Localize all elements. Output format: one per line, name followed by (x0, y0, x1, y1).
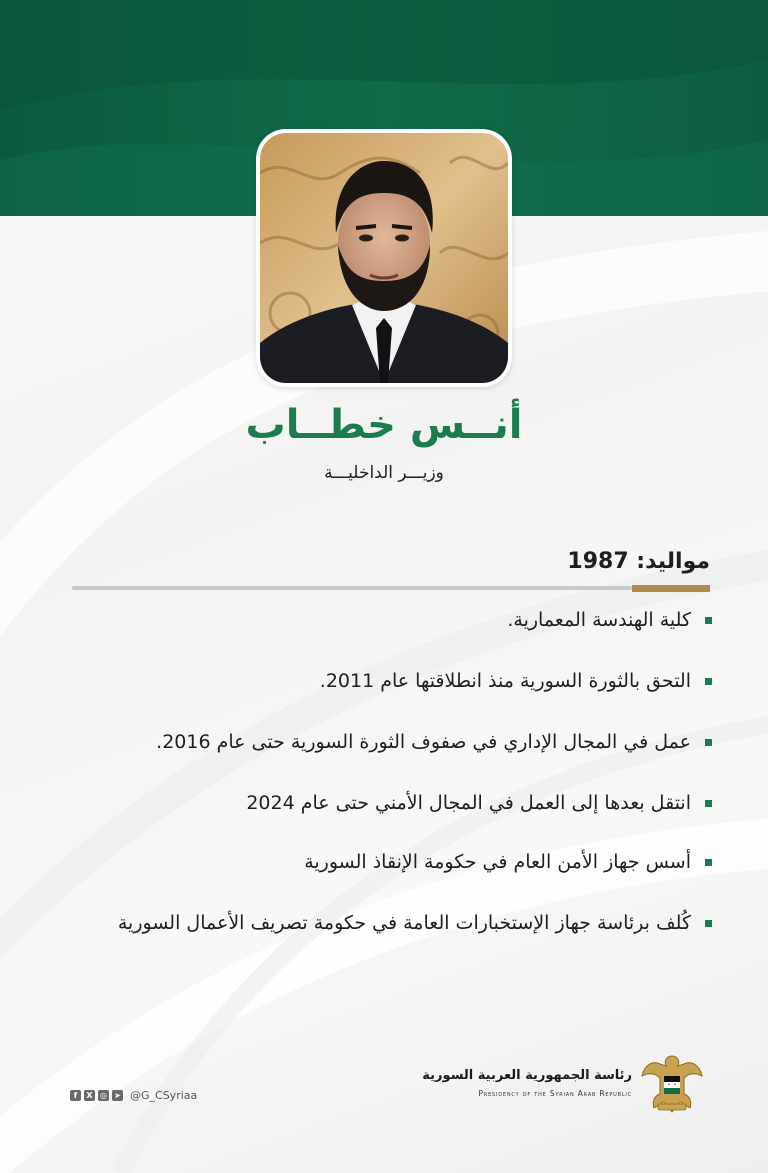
portrait-photo (260, 133, 508, 383)
social-links (70, 1089, 197, 1102)
birth-year: مواليد: 1987 (567, 549, 710, 574)
bullet-icon (705, 739, 712, 746)
person-title: وزيـــر الداخليـــة (324, 463, 444, 483)
brand-arabic: رئاسة الجمهورية العربية السورية (422, 1068, 632, 1083)
list-item: كلية الهندسة المعمارية. (507, 609, 712, 631)
telegram-icon[interactable]: ➤ (112, 1090, 123, 1101)
brand-english: Presidency of the Syrian Arab Republic (478, 1089, 632, 1098)
list-item: عمل في المجال الإداري في صفوف الثورة السورية حتى عام 2016. (156, 731, 712, 753)
person-name: أنــس خطــاب (245, 402, 523, 448)
divider-accent (632, 585, 710, 592)
bullet-icon (705, 920, 712, 927)
eagle-emblem-icon (640, 1050, 704, 1116)
brand-text (422, 1068, 632, 1098)
list-item: التحق بالثورة السورية منذ انطلاقتها عام 2011. (320, 670, 712, 692)
divider-line (72, 586, 632, 590)
portrait-frame (256, 129, 512, 387)
list-item: أسس جهاز الأمن العام في حكومة الإنقاذ السورية (304, 851, 712, 873)
list-item: انتقل بعدها إلى العمل في المجال الأمني حتى عام 2024 (246, 792, 712, 814)
facebook-icon[interactable]: f (70, 1090, 81, 1101)
bullet-icon (705, 678, 712, 685)
bullet-icon (705, 617, 712, 624)
instagram-icon[interactable]: ◎ (98, 1090, 109, 1101)
bullet-icon (705, 800, 712, 807)
bullet-icon (705, 859, 712, 866)
social-handle[interactable]: @G_CSyriaa (130, 1089, 198, 1102)
x-icon[interactable]: X (84, 1090, 95, 1101)
list-item: كُلف برئاسة جهاز الإستخبارات العامة في حكومة تصريف الأعمال السورية (118, 912, 712, 934)
